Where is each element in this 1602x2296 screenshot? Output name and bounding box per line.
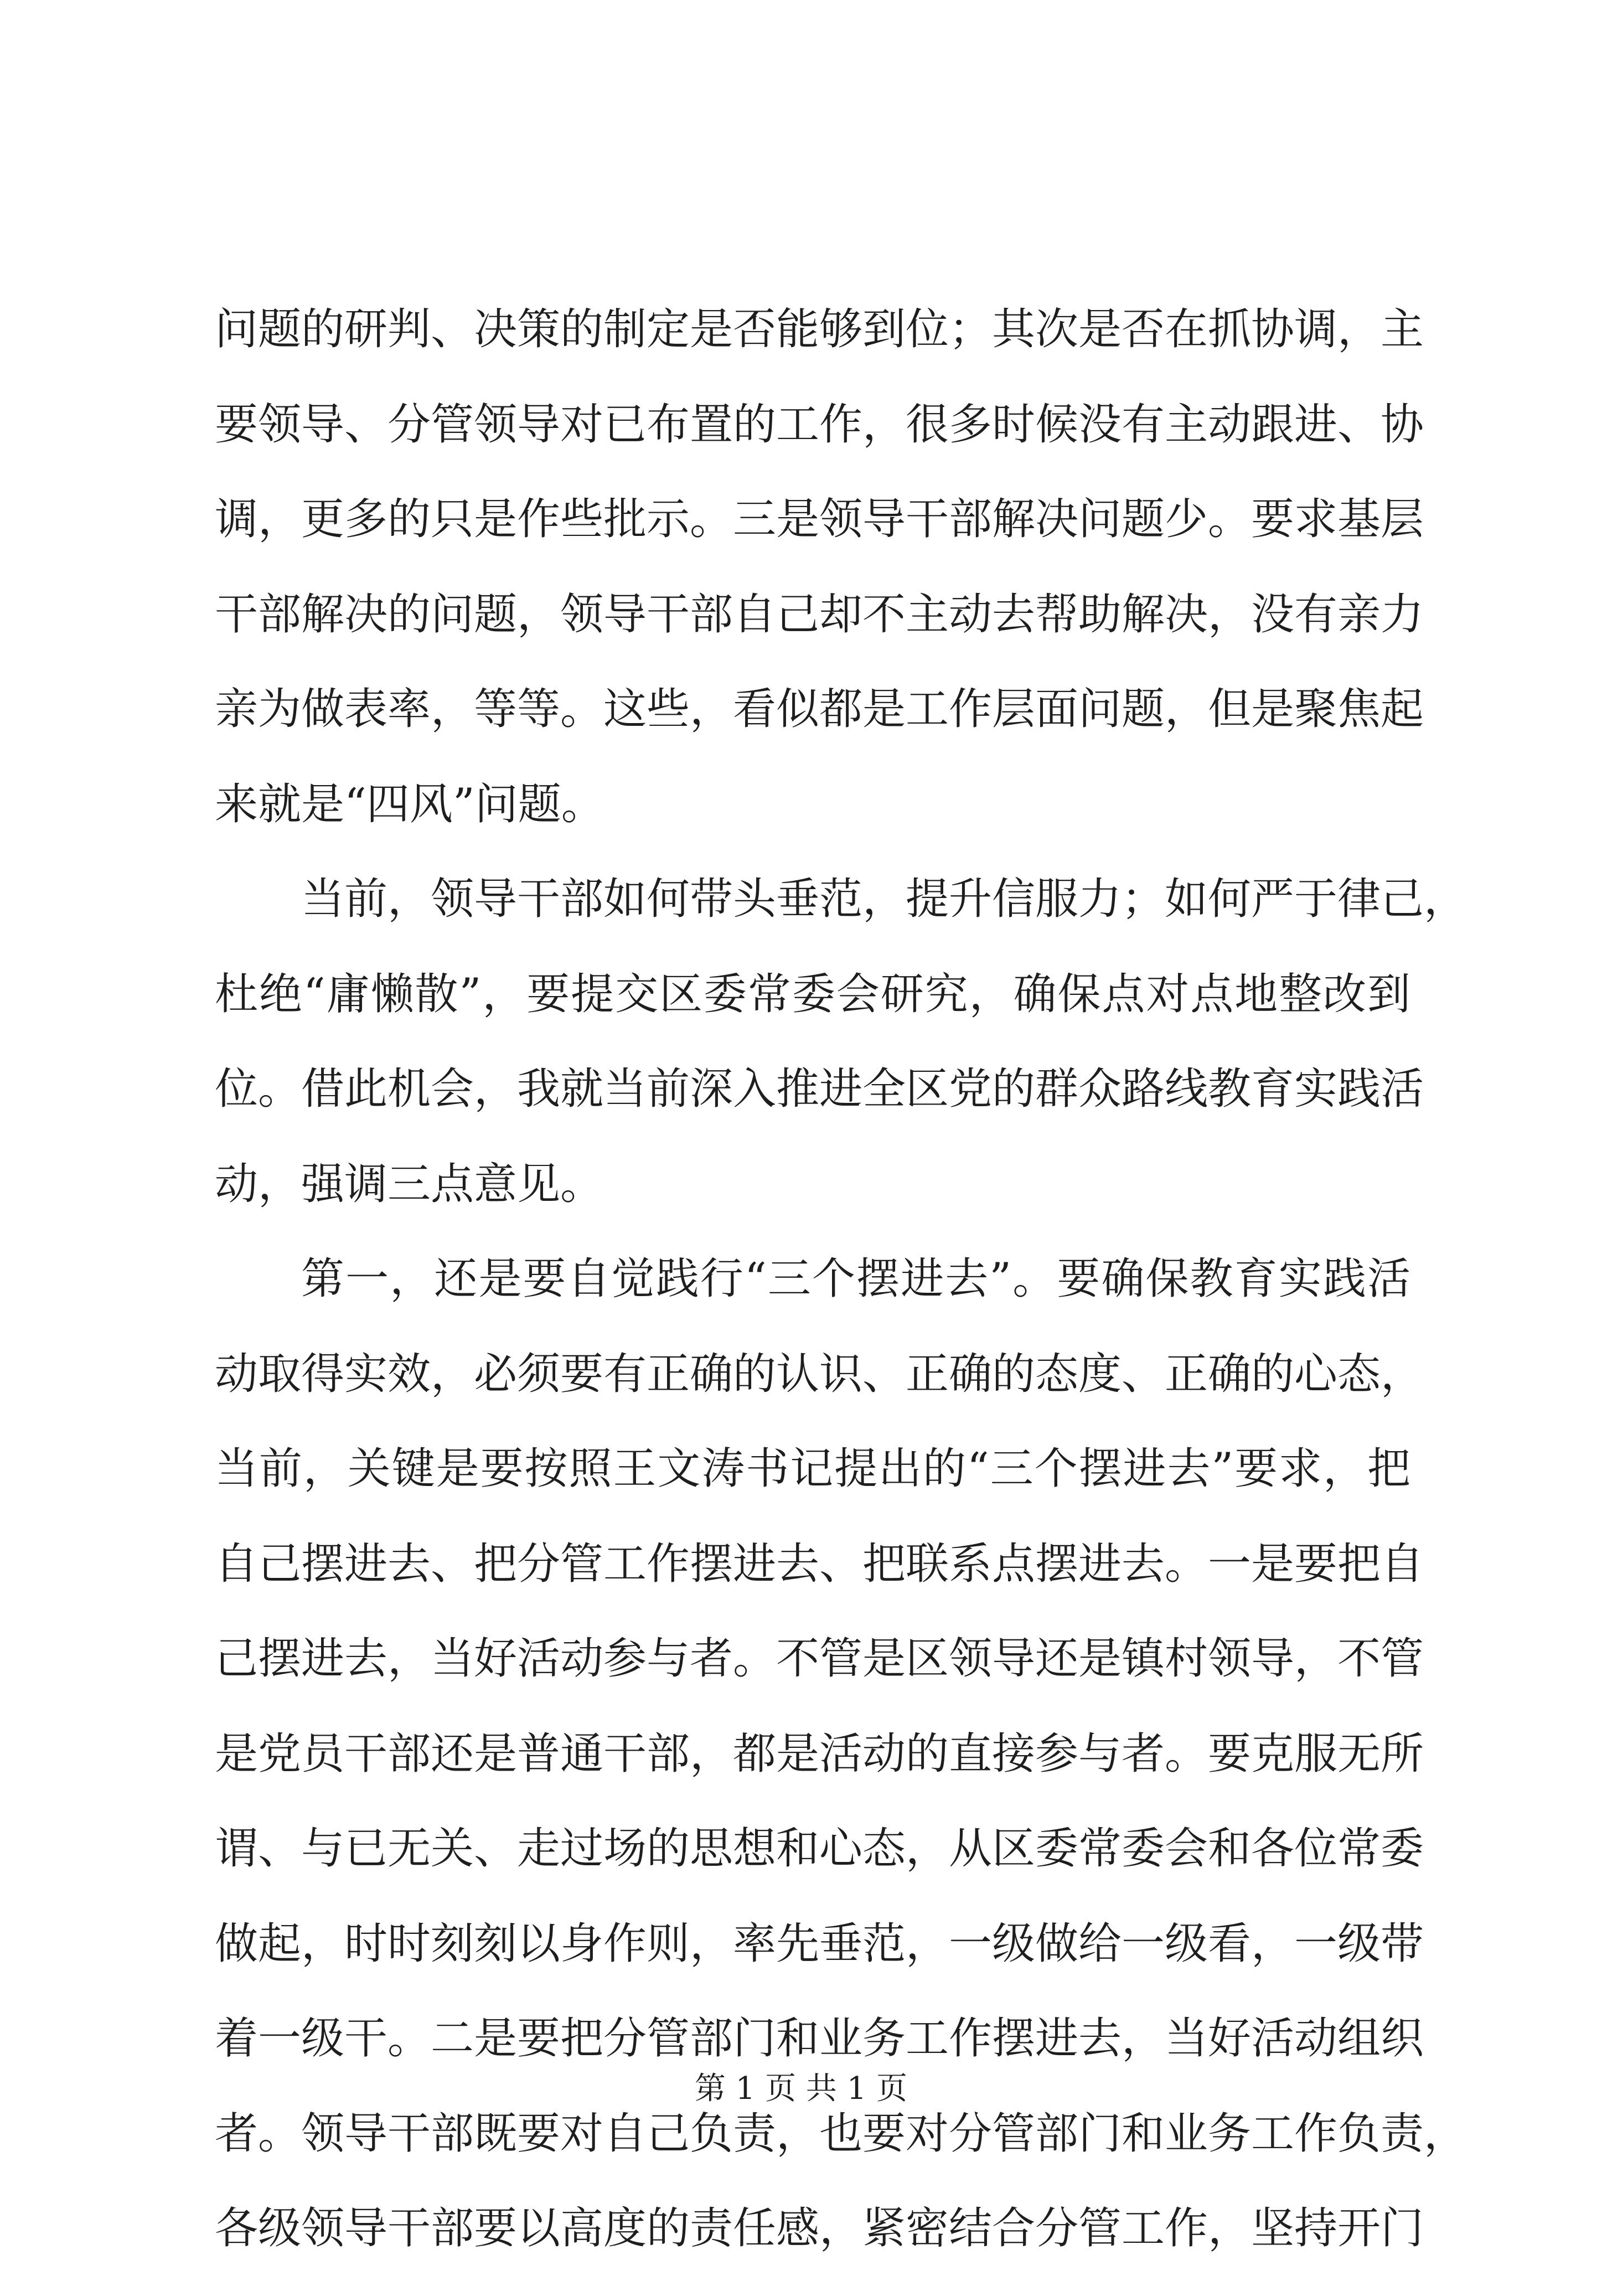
- text-line: 各级领导干部要以高度的责任感，紧密结合分管工作，坚持开门: [215, 2204, 1424, 2253]
- text-line: 己摆进去，当好活动参与者。不管是区领导还是镇村领导，不管: [215, 1634, 1424, 1684]
- document-body: [215, 302, 1467, 2296]
- text-line: 动取得实效，必须要有正确的认识、正确的态度、正确的心态，: [215, 1349, 1424, 1399]
- text-line: 谓、与已无关、走过场的思想和心态，从区委常委会和各位常委: [215, 1824, 1424, 1874]
- text-line: 干部解决的问题，领导干部自己却不主动去帮助解决，没有亲力: [215, 589, 1424, 639]
- text-line: 着一级干。二是要把分管部门和业务工作摆进去，当好活动组织: [215, 2014, 1424, 2063]
- text-line: 问题的研判、决策的制定是否能够到位；其次是否在抓协调，主: [215, 305, 1424, 354]
- text-line: 动，强调三点意见。: [215, 1159, 604, 1209]
- text-line: 来就是“四风”问题。: [215, 779, 604, 829]
- text-line: 亲为做表率，等等。这些，看似都是工作层面问题，但是聚焦起: [215, 684, 1424, 734]
- text-line: 要领导、分管领导对已布置的工作，很多时候没有主动跟进、协: [215, 399, 1424, 450]
- text-line: 当前，关键是要按照王文涛书记提出的“三个摆进去”要求，把: [215, 1444, 1410, 1494]
- text-line: 者。领导干部既要对自己负责，也要对分管部门和业务工作负责，: [215, 2108, 1467, 2159]
- text-line: 调，更多的只是作些批示。三是领导干部解决问题少。要求基层: [215, 494, 1424, 544]
- page-number-label: 第 1 页 共 1 页: [694, 2071, 908, 2107]
- paragraph-first-line: 第一，还是要自觉践行“三个摆进去”。要确保教育实践活: [301, 1254, 1410, 1304]
- page-footer: [0, 2070, 1602, 2108]
- text-line: 自己摆进去、把分管工作摆进去、把联系点摆进去。一是要把自: [215, 1539, 1424, 1589]
- paragraph-first-line: 当前，领导干部如何带头垂范，提升信服力；如何严于律己，: [301, 874, 1467, 924]
- text-line: 位。借此机会，我就当前深入推进全区党的群众路线教育实践活: [215, 1064, 1424, 1114]
- text-line: 是党员干部还是普通干部，都是活动的直接参与者。要克服无所: [215, 1729, 1424, 1779]
- text-line: 杜绝“庸懒散”，要提交区委常委会研究，确保点对点地整改到: [215, 969, 1410, 1019]
- text-line: 做起，时时刻刻以身作则，率先垂范，一级做给一级看，一级带: [215, 1918, 1424, 1969]
